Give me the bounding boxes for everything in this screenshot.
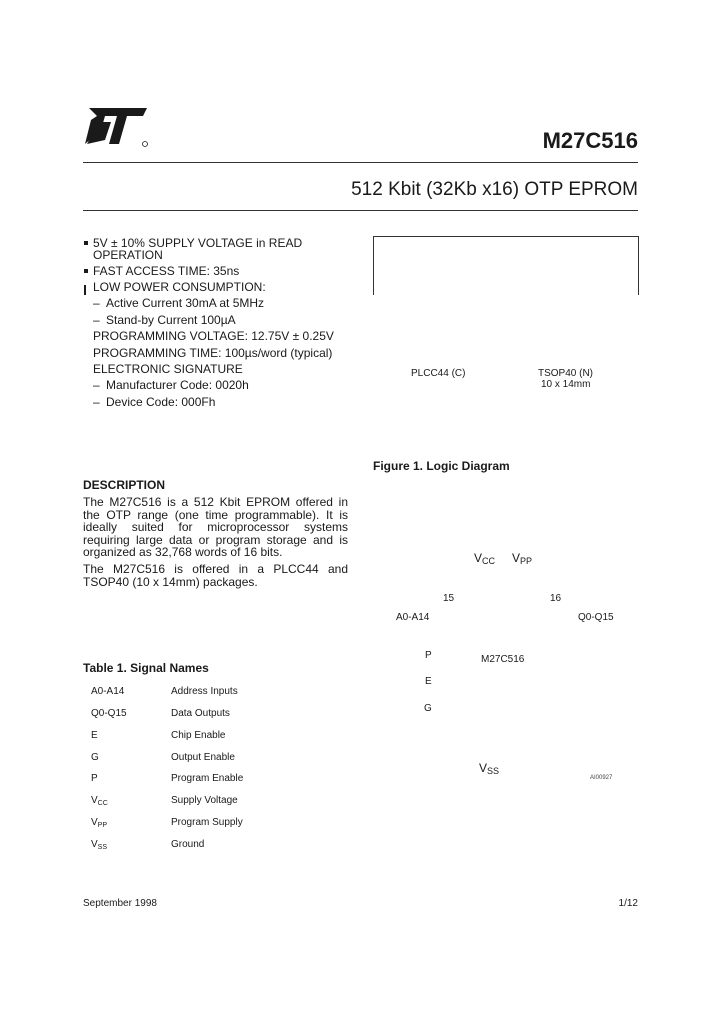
footer-date: September 1998 [83,898,157,909]
figure-title: Figure 1. Logic Diagram [373,459,510,473]
description-paragraph-1: The M27C516 is a 512 Kbit EPROM offered in the OTP range (one time programmable). It is ideally suited for microprocessor systems requiring large data or program storage and is organized as 32,768 words of 16 bits. [83,495,348,560]
data-bus-width: 16 [550,593,562,604]
table-description-cell: Data Outputs [171,708,230,719]
table-signal-cell: Q0-Q15 [91,708,127,719]
table-signal-cell: A0-A14 [91,686,125,697]
package-tsop40-label: TSOP40 (N) [538,368,594,379]
feature-supply-voltage-cont: OPERATION [93,248,163,262]
vcc-label: $V_{CC}$ [474,551,496,566]
dash-marker: – [93,313,100,327]
feature-device-code: Device Code: 000Fh [106,395,216,409]
dash-marker: – [93,378,100,392]
header-rule [83,162,638,163]
feature-manufacturer-code: Manufacturer Code: 0020h [106,378,249,392]
address-bus-width: 15 [443,593,455,604]
vpp-label: $V_{PP}$ [512,551,533,566]
figure-code: AI00927 [590,775,613,781]
table-description-cell: Ground [171,839,205,850]
data-outputs-label: Q0-Q15 [578,612,614,623]
feature-standby-current: Stand-by Current 100µA [106,313,236,327]
footer-page-number: 1/12 [618,898,638,909]
feature-active-current: Active Current 30mA at 5MHz [106,296,265,310]
table-signal-cell: P [91,773,98,784]
dash-marker: – [93,395,100,409]
dash-marker: – [93,296,100,310]
table-description-cell: Program Supply [171,817,243,828]
table-signal-cell: $V_{CC}$ [91,795,108,807]
description-heading: DESCRIPTION [83,478,166,492]
table-description-cell: Address Inputs [171,686,238,697]
description-paragraph-2: The M27C516 is offered in a PLCC44 and TSOP40 (10 x 14mm) packages. [83,562,348,589]
feature-programming-voltage: PROGRAMMING VOLTAGE: 12.75V ± 0.25V [93,329,334,343]
feature-supply-voltage: 5V ± 10% SUPPLY VOLTAGE in READ [93,236,303,250]
bullet-marker-bar [84,285,86,295]
table-signal-cell: $V_{SS}$ [91,839,108,851]
table-description-cell: Supply Voltage [171,795,238,806]
vss-label: $V_{SS}$ [479,761,500,776]
document-subtitle: 512 Kbit (32Kb x16) OTP EPROM [351,179,638,200]
feature-electronic-signature: ELECTRONIC SIGNATURE [93,362,243,376]
table-title: Table 1. Signal Names [83,661,209,675]
table-signal-cell: $V_{PP}$ [91,817,108,829]
table-signal-cell: G [91,752,99,763]
pin-p-label: P [425,650,432,661]
pin-g-label: G [424,703,432,714]
address-inputs-label: A0-A14 [396,612,430,623]
package-plcc44-label: PLCC44 (C) [411,368,466,379]
bullet-marker [84,241,88,245]
package-image-frame [373,236,639,295]
table-signal-cell: E [91,730,98,741]
st-logo [83,106,151,150]
package-tsop40-size: 10 x 14mm [541,379,591,390]
subtitle-rule [83,210,638,211]
feature-programming-time: PROGRAMMING TIME: 100µs/word (typical) [93,346,333,360]
pin-e-label: E [425,676,432,687]
part-number-title: M27C516 [542,128,638,153]
table-description-cell: Program Enable [171,773,244,784]
table-description-cell: Output Enable [171,752,235,763]
table-description-cell: Chip Enable [171,730,226,741]
chip-name-label: M27C516 [481,654,525,665]
feature-low-power: LOW POWER CONSUMPTION: [93,280,266,294]
bullet-marker [84,269,88,273]
feature-access-time: FAST ACCESS TIME: 35ns [93,264,240,278]
